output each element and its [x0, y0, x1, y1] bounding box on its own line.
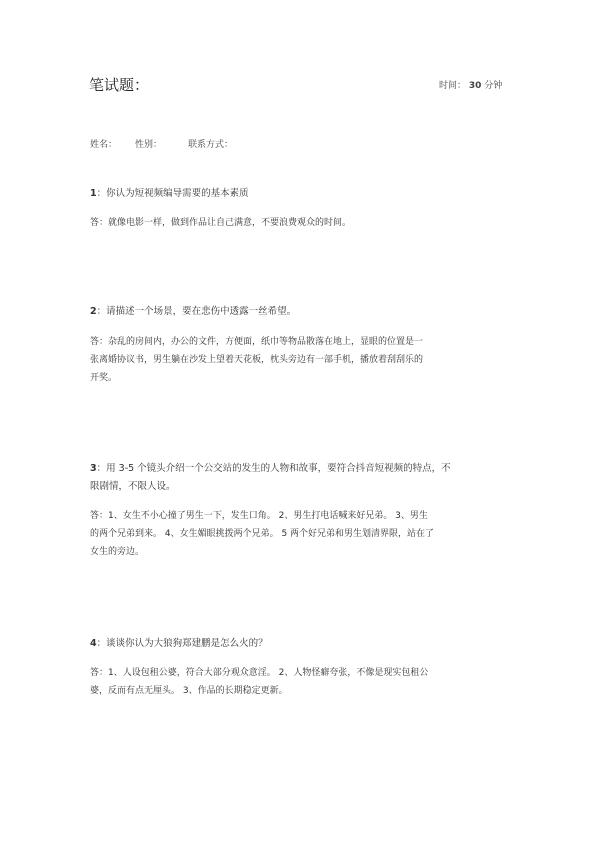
- answer-line: 的两个兄弟到来。 4、女生媚眼挑拨两个兄弟。 5 两个好兄弟和男生划清界限，站在了: [90, 529, 435, 539]
- question-number: 4: [90, 638, 97, 649]
- question-line: ：请描述一个场景，要在悲伤中透露一丝希望。: [96, 306, 297, 317]
- time-value: 30: [468, 81, 482, 91]
- answer-line: 女生的旁边。: [90, 547, 145, 557]
- name-label: 姓名：: [90, 140, 118, 150]
- time-label: 时间：: [439, 81, 467, 91]
- question-line: ：用 3-5 个镜头介绍一个公交站的发生的人物和故事，要符合抖音短视频的特点，不: [96, 463, 451, 474]
- question-text: [90, 303, 510, 321]
- answer-line: 张离婚协议书，男生躺在沙发上望着天花板，枕头旁边有一部手机，播放着刮刮乐的: [90, 355, 424, 365]
- question-1: [90, 185, 510, 232]
- question-2: [90, 303, 510, 387]
- question-number: 3: [90, 463, 97, 474]
- answer-text: [90, 333, 510, 387]
- question-text: [90, 185, 510, 203]
- question-line: ：你认为短视频编导需要的基本素质: [96, 188, 249, 199]
- question-3: [90, 460, 510, 561]
- answer-line: 开奖。: [90, 373, 118, 383]
- time-limit: [439, 78, 502, 91]
- question-line: 限剧情，不限人设。: [90, 481, 176, 492]
- question-number: 2: [90, 306, 97, 317]
- page-title: 笔试题：: [89, 76, 150, 94]
- question-text: [90, 460, 510, 496]
- answer-text: [90, 664, 510, 700]
- answer-line: 答：杂乱的房间内，办公的文件，方便面，纸巾等物品散落在地上，显眼的位置是一: [90, 337, 424, 347]
- answer-line: 婆，反而有点无厘头。 3、作品的长期稳定更新。: [90, 686, 288, 696]
- answer-line: 答：1、人设包租公婆，符合大部分观众意淫。 2、人物怪癖夸张，不像是现实包租公: [90, 668, 429, 678]
- question-text: [90, 635, 510, 653]
- question-number: 1: [90, 188, 97, 199]
- time-unit: 分钟: [484, 81, 503, 91]
- gender-label: 性别：: [135, 140, 163, 150]
- answer-line: 答：1、女生不小心撞了男生一下，发生口角。 2、男生打电话喊来好兄弟。 3、男生: [90, 511, 428, 521]
- answer-line: 答：就像电影一样，做到作品让自己满意，不要浪费观众的时间。: [90, 218, 352, 228]
- contact-label: 联系方式：: [188, 140, 234, 150]
- question-4: [90, 635, 510, 700]
- question-line: ：谈谈你认为大狼狗郑建鹏是怎么火的？: [96, 638, 268, 649]
- answer-text: [90, 507, 510, 561]
